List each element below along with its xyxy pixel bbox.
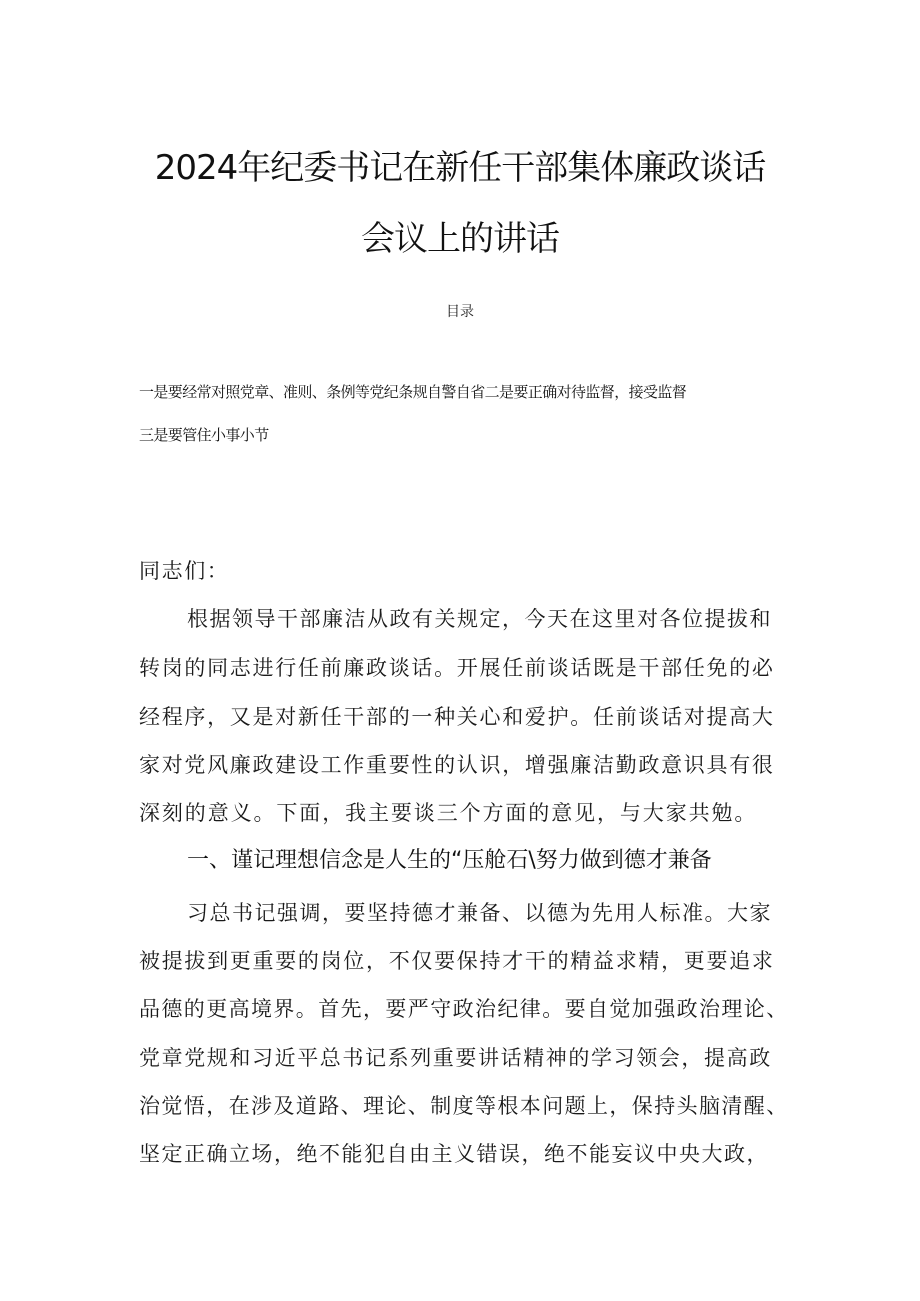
section-heading: 一、谨记理想信念是人生的“压舱石\努力做到德才兼备 [187, 848, 712, 873]
paragraph-line: 转岗的同志进行任前廉政谈话。开展任前谈话既是干部任免的必 [139, 656, 775, 680]
paragraph-line: 家对党风廉政建设工作重要性的认识，增强廉洁勤政意识具有很 [139, 753, 775, 777]
paragraph-line: 经程序，又是对新任干部的一种关心和爱护。任前谈话对提高大 [139, 705, 775, 729]
paragraph-line: 根据领导干部廉洁从政有关规定，今天在这里对各位提拔和 [187, 607, 772, 631]
toc-heading: 目录 [446, 304, 474, 320]
paragraph-line: 党章党规和习近平总书记系列重要讲话精神的学习领会，提高政 [139, 1046, 772, 1070]
salutation: 同志们： [139, 559, 230, 583]
paragraph-line: 被提拔到更重要的岗位，不仅要保持才干的精益求精，更要追求 [139, 949, 775, 973]
paragraph-line: 深刻的意义。下面，我主要谈三个方面的意见，与大家共勉。 [139, 801, 758, 825]
paragraph-line: 品德的更高境界。首先，要严守政治纪律。要自觉加强政治理论、 [139, 997, 789, 1021]
paragraph-line: 坚定正确立场，绝不能犯自由主义错误，绝不能妄议中央大政， [139, 1142, 769, 1166]
document-title-line-2: 会议上的讲话 [361, 219, 559, 259]
toc-entry: 一是要经常对照党章、准则、条例等党纪条规自警自省二是要正确对待监督，接受监督 [139, 383, 687, 401]
document-title-line-1: 2024年纪委书记在新任干部集体廉政谈话 [154, 148, 766, 188]
paragraph-line: 治觉悟，在涉及道路、理论、制度等根本问题上，保持头脑清醒、 [139, 1094, 789, 1118]
paragraph-line: 习总书记强调，要坚持德才兼备、以德为先用人标准。大家 [187, 901, 772, 925]
toc-entry: 三是要管住小事小节 [139, 426, 269, 444]
